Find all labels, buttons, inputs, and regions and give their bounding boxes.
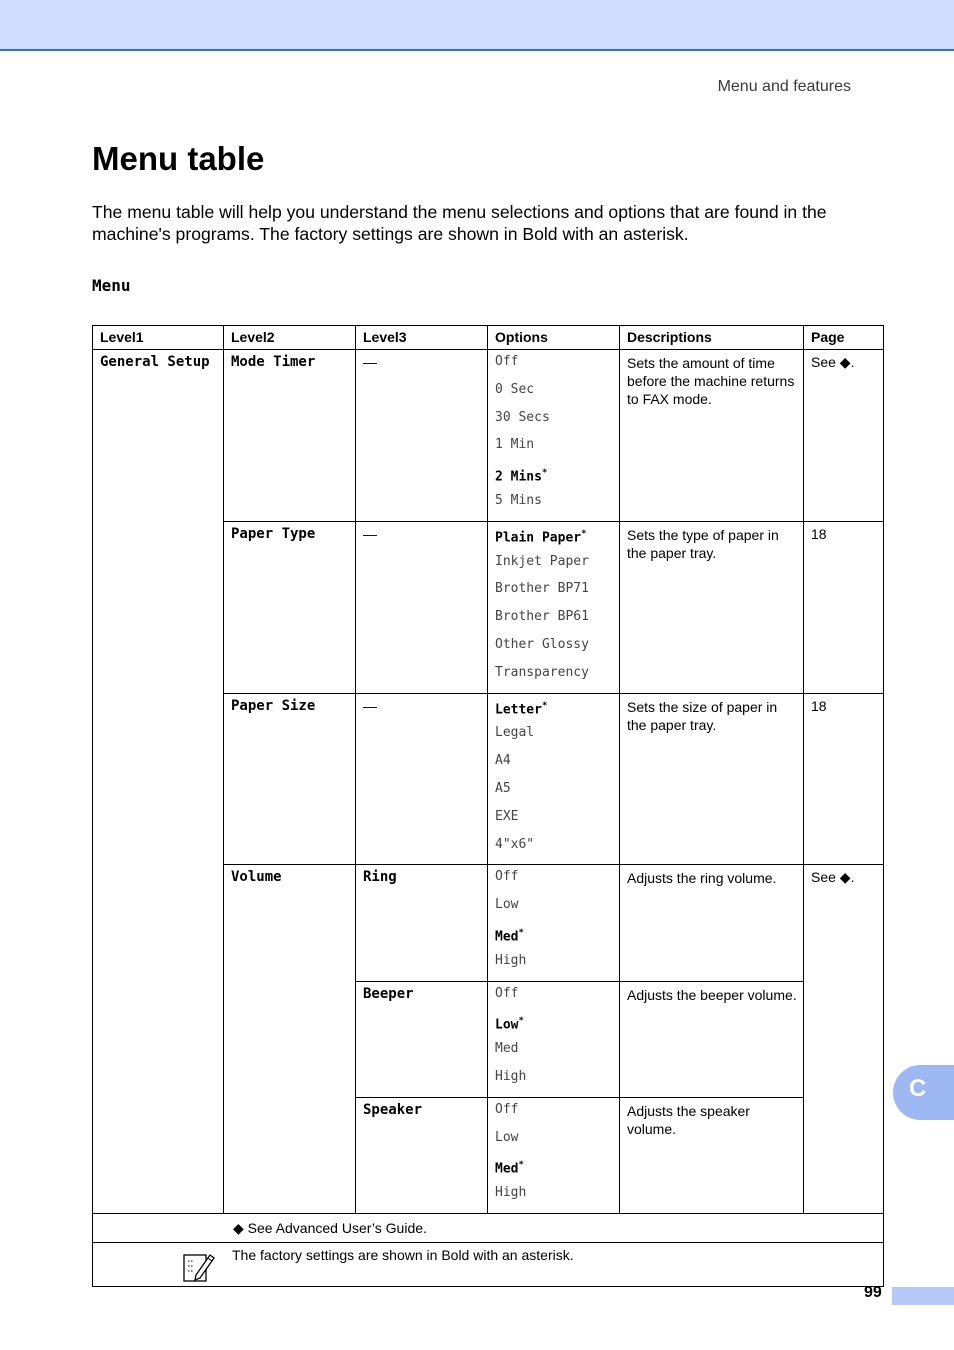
- page-cell: 18: [804, 693, 884, 865]
- level1-cell: General Setup: [93, 350, 224, 1214]
- option-default: 2 Mins*: [495, 468, 548, 485]
- note-cell: [93, 1242, 884, 1286]
- header-cell: Level3: [356, 326, 488, 350]
- option-item: Other Glossy: [495, 636, 589, 652]
- options-cell: [488, 521, 620, 693]
- section-heading: Menu: [92, 276, 131, 295]
- option-item: High: [495, 1185, 527, 1201]
- page-title: Menu table: [92, 140, 265, 177]
- option-item: A4: [495, 753, 511, 769]
- default-asterisk: *: [518, 1160, 524, 1171]
- description-cell: Sets the amount of time before the machine returns to FAX mode.: [620, 350, 804, 522]
- option-item: Transparency: [495, 664, 589, 680]
- option-item: Inkjet Paper: [495, 553, 589, 569]
- option-item: 4"x6": [495, 836, 535, 852]
- option-item: 5 Mins: [495, 492, 542, 508]
- header-cell: Page: [804, 326, 884, 350]
- page-number: 99: [864, 1284, 882, 1301]
- option-item: Low: [495, 897, 519, 913]
- option-item: High: [495, 952, 527, 968]
- level3-cell: Speaker: [356, 1097, 488, 1213]
- options-cell: [488, 865, 620, 981]
- default-asterisk: *: [581, 528, 587, 539]
- option-default: Plain Paper*: [495, 528, 587, 546]
- option-default: Med*: [495, 1160, 524, 1177]
- header-cell: Descriptions: [620, 326, 804, 350]
- option-item: 0 Sec: [495, 381, 535, 397]
- menu-table: [92, 325, 884, 1287]
- level3-cell: Beeper: [356, 981, 488, 1097]
- note-row: [93, 1242, 884, 1286]
- page-number-bar: [892, 1287, 954, 1305]
- header-cell: Level1: [93, 326, 224, 350]
- level3-cell: —: [356, 521, 488, 693]
- chapter-tab: [893, 1065, 954, 1120]
- page-cell: See ◆.: [804, 865, 884, 1214]
- note-text: The factory settings are shown in Bold with an asterisk.: [232, 1246, 574, 1263]
- option-item: Off: [495, 869, 519, 885]
- description-cell: Adjusts the beeper volume.: [620, 981, 804, 1097]
- intro-paragraph: The menu table will help you understand the menu selections and options that are found in the machine's programs. The factory settings are shown in Bold with an asterisk.: [92, 202, 827, 244]
- level3-cell: —: [356, 693, 488, 865]
- level2-cell: Volume: [224, 865, 356, 1214]
- footnote-row: [93, 1213, 884, 1242]
- option-item: EXE: [495, 808, 519, 824]
- running-title: Menu and features: [717, 78, 851, 95]
- level3-cell: —: [356, 350, 488, 522]
- footnote-text: ◆ See Advanced User’s Guide.: [93, 1213, 884, 1242]
- default-asterisk: *: [518, 927, 524, 938]
- level2-cell: Paper Size: [224, 693, 356, 865]
- option-item: Med: [495, 1041, 519, 1057]
- option-item: Low: [495, 1129, 519, 1145]
- level2-cell: Mode Timer: [224, 350, 356, 522]
- default-asterisk: *: [518, 1016, 524, 1027]
- option-item: Brother BP71: [495, 581, 589, 597]
- options-cell: [488, 693, 620, 865]
- header-bar: [0, 0, 954, 51]
- option-item: 1 Min: [495, 437, 535, 453]
- option-item: High: [495, 1068, 527, 1084]
- level3-cell: Ring: [356, 865, 488, 981]
- default-asterisk: *: [541, 700, 548, 711]
- option-item: Off: [495, 354, 519, 369]
- options-cell: [488, 981, 620, 1097]
- option-item: Off: [495, 985, 519, 1001]
- description-cell: Sets the size of paper in the paper tray.: [620, 693, 804, 865]
- level2-cell: Paper Type: [224, 521, 356, 693]
- option-item: Off: [495, 1101, 519, 1117]
- page-cell: See ◆.: [804, 350, 884, 522]
- description-cell: Sets the type of paper in the paper tray.: [620, 521, 804, 693]
- note-pencil-icon: [182, 1249, 216, 1286]
- option-item: 30 Secs: [495, 409, 550, 425]
- header-cell: Level2: [224, 326, 356, 350]
- table-row: [93, 350, 884, 522]
- option-default: Med*: [495, 927, 524, 945]
- option-item: Legal: [495, 725, 535, 741]
- description-cell: Adjusts the speaker volume.: [620, 1097, 804, 1213]
- option-default: Letter*: [495, 700, 548, 717]
- option-item: Brother BP61: [495, 609, 589, 625]
- chapter-tab-label: C: [909, 1075, 927, 1102]
- option-default: Low*: [495, 1016, 524, 1033]
- option-item: A5: [495, 780, 511, 796]
- page-cell: 18: [804, 521, 884, 693]
- description-cell: Adjusts the ring volume.: [620, 865, 804, 981]
- default-asterisk: *: [541, 468, 548, 479]
- options-cell: [488, 1097, 620, 1213]
- options-cell: [488, 350, 620, 522]
- table-header-row: [93, 326, 884, 350]
- header-cell: Options: [488, 326, 620, 350]
